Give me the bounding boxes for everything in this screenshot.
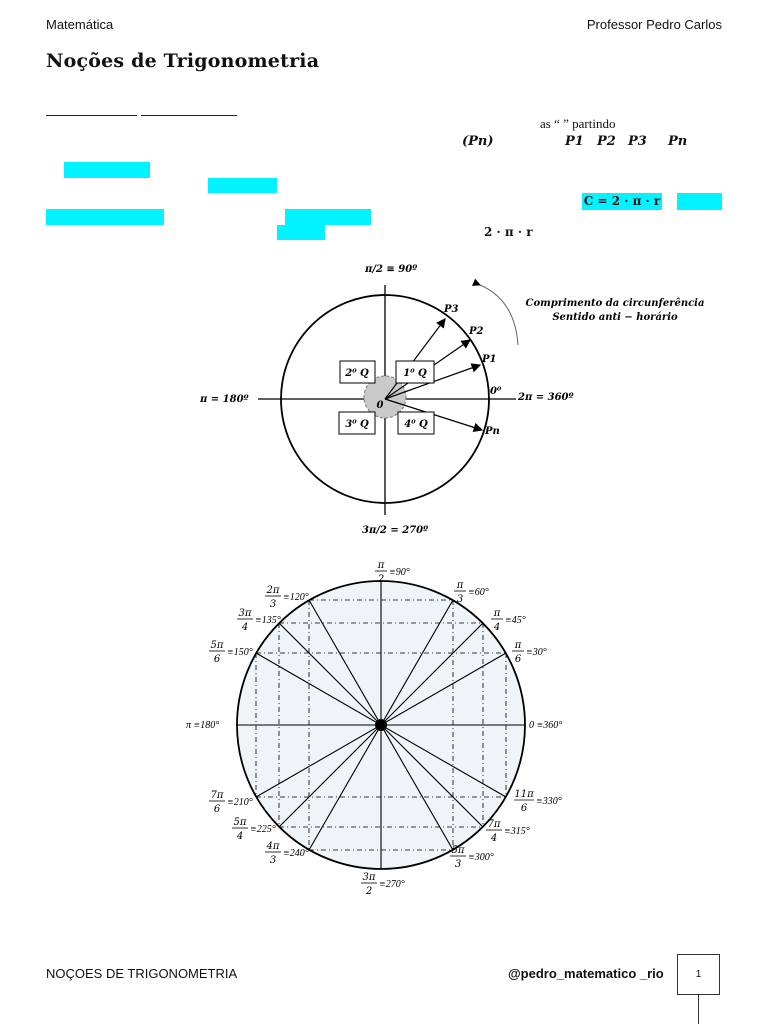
quadrant-label: 3⁰ Q [345, 419, 369, 430]
intro-fragment: as “ ” partindo [540, 116, 616, 131]
pn-label: (Pn) [462, 134, 494, 149]
highlight-block [285, 209, 371, 225]
vector-p3 [385, 319, 445, 399]
frac-num: π [456, 580, 464, 591]
frac-num: 3π [362, 872, 376, 883]
highlight-block [46, 209, 164, 225]
right-angle-label: 2π = 360º [518, 392, 574, 403]
point-label: P1 [565, 134, 584, 149]
header-subject: Matemática [46, 17, 114, 32]
frac-den: 2 [377, 574, 385, 585]
frac-num: π [493, 608, 501, 619]
frac-den: 3 [269, 855, 277, 866]
origin-label: 0 [376, 400, 384, 411]
trig-circle-diagram [180, 555, 580, 905]
frac-den: 6 [213, 804, 221, 815]
angle-label: ≡150° [227, 647, 253, 658]
frac-num: 7π [210, 790, 224, 801]
frac-num: 5π [451, 845, 465, 856]
quadrant-label: 4⁰ Q [404, 419, 428, 430]
note-line-1: Comprimento da circunferência [525, 298, 705, 309]
angle-label: ≡315° [504, 826, 530, 837]
angle-label: ≡210° [227, 797, 253, 808]
frac-den: 3 [454, 859, 462, 870]
angle-label: ≡300° [468, 852, 494, 863]
underline-rule [46, 115, 137, 116]
angle-label: ≡225° [250, 824, 276, 835]
frac-den: 6 [213, 654, 221, 665]
two-pi-r-formula: 2 · π · r [484, 225, 533, 239]
angle-label: ≡135° [255, 615, 281, 626]
frac-num: 7π [487, 819, 501, 830]
rotation-arrow [480, 285, 518, 345]
page-number-box [677, 954, 720, 995]
highlight-block [64, 162, 150, 178]
footer-title: NOÇOES DE TRIGONOMETRIA [46, 966, 238, 981]
header-author: Professor Pedro Carlos [586, 17, 722, 32]
frac-den: 4 [493, 622, 501, 633]
frac-num: 4π [266, 841, 280, 852]
point-label: P3 [628, 134, 647, 149]
frac-num: 11π [514, 789, 534, 800]
angle-label: ≡30° [526, 647, 547, 658]
frac-num: 5π [233, 817, 247, 828]
footer-handle: @pedro_matematico _rio [508, 966, 664, 981]
frac-den: 6 [520, 803, 528, 814]
frac-den: 3 [456, 594, 464, 605]
frac-num: 5π [210, 640, 224, 651]
quadrant-diagram [190, 248, 730, 548]
highlight-block [277, 225, 325, 240]
point-p1: P1 [482, 354, 497, 365]
frac-den: 4 [241, 622, 249, 633]
left-angle-label: π = 180º [200, 394, 249, 405]
frac-den: 2 [365, 886, 373, 897]
point-pn: Pn [485, 426, 500, 437]
frac-num: 3π [238, 608, 252, 619]
angle-label: 0 ≡360° [529, 720, 563, 731]
frac-den: 4 [490, 833, 498, 844]
page-number: 1 [695, 969, 702, 980]
frac-num: π [377, 560, 385, 571]
frac-num: 2π [266, 585, 280, 596]
angle-label: ≡60° [468, 587, 489, 598]
quadrant-label: 1⁰ Q [403, 368, 427, 379]
center-dot [375, 719, 387, 731]
angle-label: π ≡180° [186, 720, 220, 731]
circumference-formula: C = 2 · π · r [583, 194, 661, 208]
angle-label: ≡90° [389, 567, 410, 578]
highlight-block [208, 178, 277, 193]
page-number-line [698, 995, 699, 1024]
quadrant-label: 2⁰ Q [345, 368, 369, 379]
point-label: P2 [597, 134, 616, 149]
frac-den: 6 [514, 654, 522, 665]
point-label: Pn [668, 134, 688, 149]
underline-rule [141, 115, 237, 116]
angle-label: ≡270° [379, 879, 405, 890]
note-line-2: Sentido anti − horário [552, 312, 678, 323]
point-p3: P3 [444, 304, 459, 315]
page-title: Noções de Trigonometria [46, 50, 320, 72]
angle-label: ≡45° [505, 615, 526, 626]
frac-num: π [514, 640, 522, 651]
zero-label: 0⁰ [490, 386, 502, 397]
angle-label: ≡120° [283, 592, 309, 603]
point-p2: P2 [469, 326, 484, 337]
top-angle-label: π/2 ≡ 90º [365, 264, 418, 275]
angle-label: ≡330° [536, 796, 562, 807]
bottom-angle-label: 3π/2 = 270º [362, 525, 429, 536]
frac-den: 3 [269, 599, 277, 610]
angle-label: ≡240° [283, 848, 309, 859]
highlight-block [677, 193, 722, 210]
frac-den: 4 [236, 831, 244, 842]
